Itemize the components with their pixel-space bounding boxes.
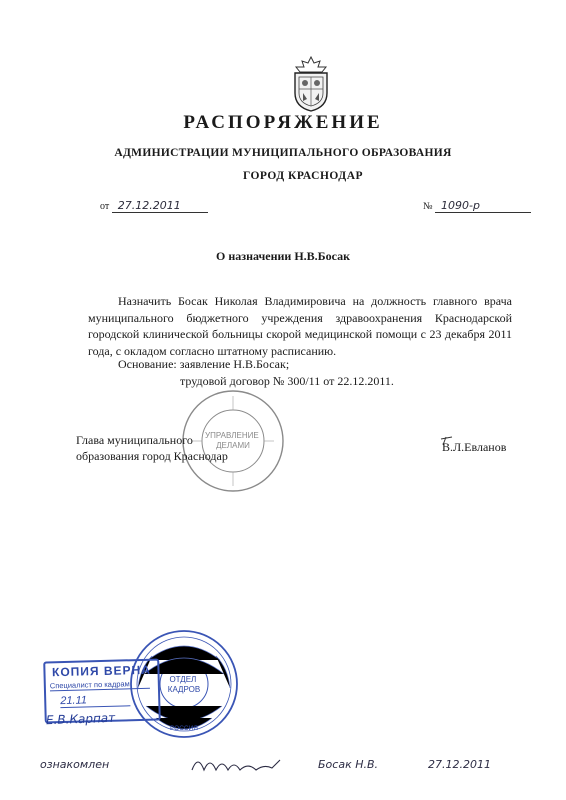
footer-name: Босак Н.В. [318, 758, 379, 771]
basis-label: Основание: [118, 357, 177, 371]
date-value: 27.12.2011 [112, 199, 208, 213]
copy-stamp-role: Специалист по кадрам [50, 679, 150, 692]
copy-stamp-title: КОПИЯ ВЕРНА [51, 662, 152, 680]
copy-signer: Е.В.Карпат [45, 710, 116, 728]
number-prefix: № [423, 201, 433, 212]
footer-acknowledged: ознакомлен [40, 758, 110, 771]
document-subject: О назначении Н.В.Босак [216, 249, 350, 263]
basis-block [118, 356, 394, 390]
basis-item-1: заявление Н.В.Босак; [179, 357, 290, 371]
signature-position [76, 432, 228, 464]
organization-name: АДМИНИСТРАЦИИ МУНИЦИПАЛЬНОГО ОБРАЗОВАНИЯ [114, 147, 452, 159]
signer-name: В.Л.Евланов [442, 440, 507, 454]
basis-item-2: трудовой договор № 300/11 от 22.12.2011. [180, 374, 394, 388]
footer-date: 27.12.2011 [428, 758, 491, 771]
body-paragraph: Назначить Босак Николая Владимировича на должность главного врача муниципального бюджетного учреждения здравоохранения Краснодарской городской клинической больницы скорой медицинской помощи с 23 декабря 2011 года, с окладом согласно штатному расписанию. [88, 294, 512, 358]
gray-seal-text-2: ДЕЛАМИ [216, 441, 250, 450]
number-field [423, 199, 531, 213]
date-field [100, 199, 208, 213]
position-line-1: Глава муниципального [76, 433, 193, 447]
position-line-2: образования город Краснодар [76, 449, 228, 463]
blue-seal-bottom: РОССИЯ [169, 725, 199, 732]
date-prefix: от [100, 201, 110, 212]
svg-text:ОТДЕЛ КАДРОВ [168, 675, 200, 694]
city-name: ГОРОД КРАСНОДАР [242, 170, 364, 182]
gray-seal-text-1: УПРАВЛЕНИЕ [205, 431, 259, 440]
document-title: РАСПОРЯЖЕНИЕ [183, 112, 383, 133]
footer-handwritten-signature [190, 752, 282, 776]
copy-stamp-date: 21.11 [60, 693, 130, 708]
coat-of-arms-icon [290, 55, 332, 113]
blue-seal-text-1: ОТДЕЛ [169, 675, 197, 684]
number-value: 1090-р [435, 199, 531, 213]
document-body [88, 293, 512, 359]
blue-seal-text-2: КАДРОВ [167, 685, 201, 694]
